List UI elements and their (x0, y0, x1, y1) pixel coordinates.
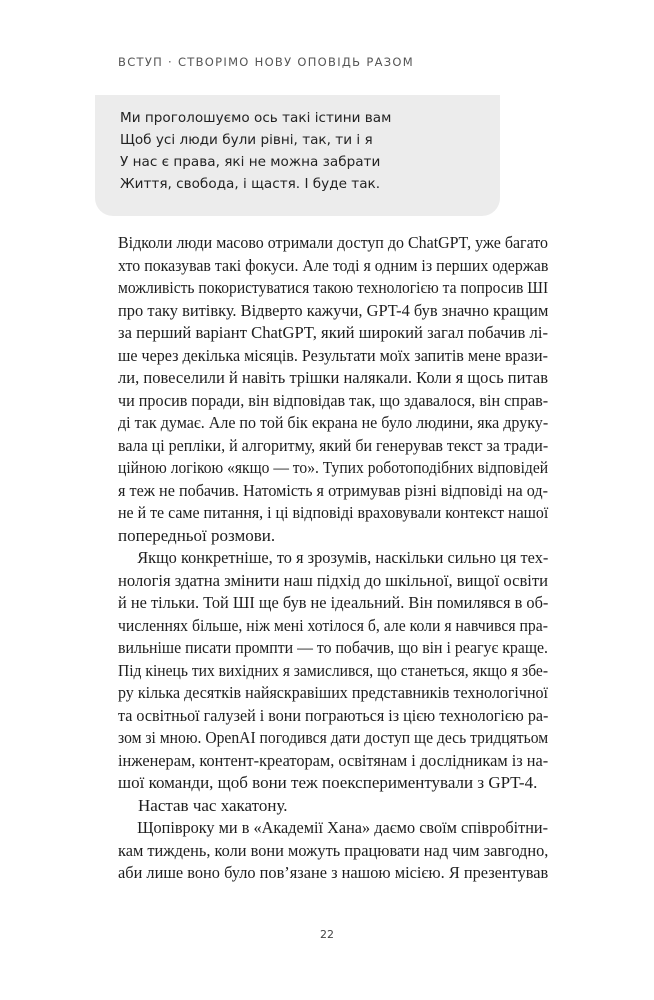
text-line: ційною логікою «якщо — то». Тупих роботоподібних відповідей (118, 458, 549, 477)
text-line: ру кілька десятків найяскравіших представників технологічної (118, 683, 548, 702)
text-line: вильніше писати промпти — то побачив, що він і реагує краще. (118, 638, 548, 657)
text-line: нологія здатна змінити наш підхід до шкільної, вищої освіти (118, 570, 549, 590)
text-line: я теж не побачив. Натомість я отримував різні відповіді на од- (118, 480, 548, 500)
page-number: 22 (320, 928, 334, 941)
text-line: про таку витівку. Відверто кажучи, GPT-4 був значно кращим (118, 300, 549, 320)
poem-line: Життя, свобода, і щастя. І буде так. (120, 176, 381, 192)
text-line: хто показував такі фокуси. Але тоді я одним із перших одержав (118, 255, 549, 275)
text-line: вала ці репліки, й алгоритму, який би генерував текст за тради- (118, 435, 549, 455)
text-line: зом зі мною. OpenAI погодився дати доступ ще десь тридцятьом (118, 728, 549, 747)
text-line: інженерам, контент-креаторам, освітянам і дослідникам із на- (118, 750, 549, 770)
text-line: численнях більше, ніж мені хотілося б, але коли я навчився пра- (118, 615, 548, 635)
text-line: Під кінець тих вихідних я замислився, що станеться, якщо я збе- (118, 660, 548, 680)
text-line: ли, повеселили й навіть трішки налякали. Коли я щось питав (118, 368, 548, 387)
text-line: шої команди, щоб вони теж поекспериментували з GPT-4. (118, 773, 538, 792)
text-line: ше через декілька місяців. Результати моїх запитів мене врази- (118, 345, 548, 365)
text-line: попередньої розмови. (118, 525, 276, 545)
text-line: за перший варіант ChatGPT, який широкий загал побачив лi- (118, 323, 548, 342)
body-text (118, 232, 548, 885)
text-line: Щопівроку ми в «Академії Хана» даємо своїм співробітни- (137, 818, 548, 837)
running-header: ВСТУП · СТВОРІМО НОВУ ОПОВІДЬ РАЗОМ (118, 55, 414, 69)
text-line: та освітньої галузей і вони пограються із цією технологією ра- (118, 705, 549, 725)
text-line: чи просив поради, він відповідав так, що здавалося, він справ- (118, 390, 549, 410)
poem-line: Ми проголошуємо ось такі істини вам (120, 110, 392, 126)
text-line: Якщо конкретніше, то я зрозумів, наскільки сильно ця тех- (137, 548, 549, 567)
text-line: можливість покористуватися такою технологією та попросив ШІ (118, 278, 549, 297)
text-line: Відколи люди масово отримали доступ до ChatGPT, уже багато (118, 233, 548, 252)
text-line: Настав час хакатону. (138, 795, 288, 815)
text-line: ді так думає. Але по той бік екрана не було людини, яка друку- (118, 413, 549, 432)
text-line: не й те саме питання, і ці відповіді враховували контекст нашої (118, 503, 549, 522)
poem-quote-box (95, 95, 500, 216)
text-line: кам тиждень, коли вони можуть працювати над чим завгодно, (118, 840, 549, 860)
text-line: аби лише воно було пов’язане з нашою місією. Я презентував (118, 863, 549, 882)
poem-line: Щоб усі люди були рівні, так, ти і я (120, 132, 373, 148)
text-line: й не тільки. Той ШІ ще був не ідеальний. Він помилявся в об- (118, 593, 549, 612)
poem-line: У нас є права, які не можна забрати (120, 154, 381, 170)
